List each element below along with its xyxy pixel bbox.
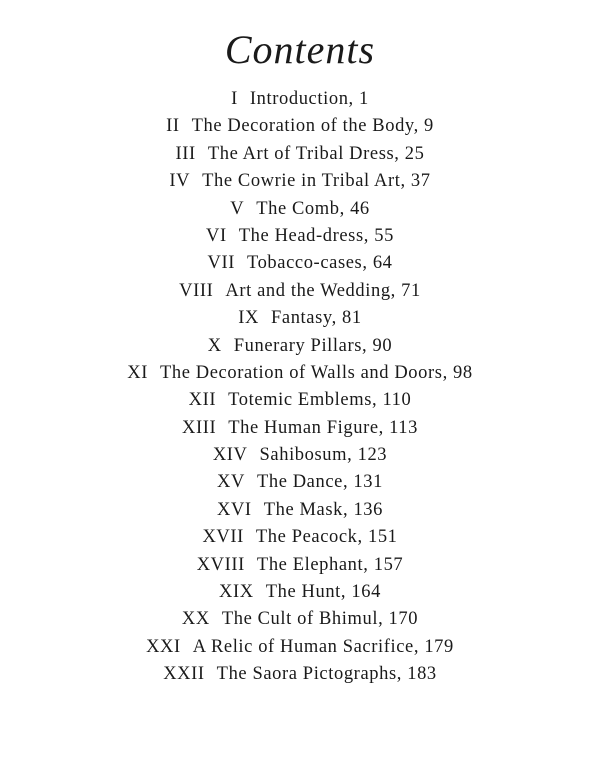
page-number: 64 xyxy=(372,253,393,274)
separator: , xyxy=(400,171,411,192)
toc-entry xyxy=(0,634,600,661)
chapter-title: A Relic of Human Sacrifice xyxy=(192,636,414,657)
separator: , xyxy=(396,664,408,685)
chapter-title: The Decoration of the Body xyxy=(191,116,414,137)
chapter-title: Introduction xyxy=(249,89,349,109)
toc-entry xyxy=(0,113,600,140)
chapter-number: V xyxy=(230,198,245,219)
toc-entry xyxy=(0,86,600,113)
page-number: 110 xyxy=(382,390,412,411)
page-number: 55 xyxy=(374,225,394,246)
chapter-title: Sahibosum xyxy=(259,445,348,466)
toc-entry xyxy=(0,333,600,360)
chapter-number: XVIII xyxy=(196,554,245,575)
page-number: 183 xyxy=(407,664,437,685)
separator: , xyxy=(413,116,425,137)
chapter-title: Fantasy xyxy=(271,308,332,329)
separator: , xyxy=(357,527,368,548)
toc-entry xyxy=(0,360,600,387)
page-number: 37 xyxy=(410,171,431,192)
separator: , xyxy=(340,582,352,603)
chapter-number: XXI xyxy=(146,636,181,657)
separator: , xyxy=(363,554,374,575)
toc-entry xyxy=(0,141,600,168)
toc-entry xyxy=(0,250,600,277)
chapter-title: The Head-dress xyxy=(238,225,364,246)
toc-entry xyxy=(0,552,600,579)
chapter-title: The Art of Tribal Dress xyxy=(207,143,395,164)
page-number: 1 xyxy=(359,89,369,109)
toc-entry xyxy=(0,168,600,195)
toc-entry xyxy=(0,524,600,551)
chapter-title: The Mask xyxy=(263,499,343,520)
separator: , xyxy=(390,280,402,301)
chapter-number: X xyxy=(207,335,222,356)
chapter-number: XIX xyxy=(219,582,254,603)
separator: , xyxy=(331,308,343,329)
chapter-number: XXII xyxy=(163,664,205,685)
separator: , xyxy=(339,198,351,219)
chapter-number: XV xyxy=(217,472,245,493)
chapter-title: Tobacco-cases xyxy=(246,253,363,274)
page-number: 25 xyxy=(404,143,425,164)
toc-entry xyxy=(0,497,600,524)
toc-entry xyxy=(0,469,600,496)
chapter-number: XVII xyxy=(202,527,244,548)
separator: , xyxy=(413,636,425,657)
page-number: 131 xyxy=(353,472,383,493)
page-title: Contents xyxy=(224,27,376,72)
separator: , xyxy=(347,445,358,466)
toc-entry xyxy=(0,278,600,305)
toc-entry xyxy=(0,661,600,688)
page-number: 90 xyxy=(372,335,393,356)
chapter-number: IV xyxy=(169,171,191,192)
separator: , xyxy=(394,143,405,164)
toc-entry xyxy=(0,442,600,469)
toc-entry xyxy=(0,579,600,606)
separator: , xyxy=(362,253,373,274)
chapter-title: The Decoration of Walls and Doors xyxy=(160,362,443,383)
separator: , xyxy=(342,499,354,520)
chapter-number: XI xyxy=(127,362,148,383)
separator: , xyxy=(348,89,359,109)
chapter-title: The Cult of Bhimul xyxy=(221,609,379,630)
chapter-number: XIII xyxy=(182,417,217,438)
page-number: 170 xyxy=(388,609,419,630)
separator: , xyxy=(363,225,375,246)
separator: , xyxy=(378,417,390,438)
chapter-number: XVI xyxy=(217,499,252,520)
chapter-title: The Saora Pictographs xyxy=(216,664,397,685)
separator: , xyxy=(378,609,389,630)
page-number: 136 xyxy=(353,499,383,520)
separator: , xyxy=(342,472,354,493)
chapter-number: XIV xyxy=(212,445,248,466)
separator: , xyxy=(442,362,454,383)
chapter-number: VIII xyxy=(179,280,214,301)
toc-entry xyxy=(0,415,600,442)
chapter-number: VI xyxy=(206,225,227,246)
page-number: 157 xyxy=(373,554,404,575)
chapter-title: The Hunt xyxy=(265,582,341,603)
chapter-title: Funerary Pillars xyxy=(233,335,363,356)
page-number: 81 xyxy=(342,308,362,329)
chapter-title: The Comb xyxy=(256,198,340,219)
page-number: 113 xyxy=(389,417,418,438)
chapter-title: Art and the Wedding xyxy=(225,280,391,301)
chapter-number: XX xyxy=(181,609,210,630)
page-number: 123 xyxy=(357,445,388,466)
chapter-title: The Dance xyxy=(256,472,343,493)
chapter-number: IX xyxy=(238,308,259,329)
chapter-number: II xyxy=(166,116,180,137)
chapter-title: The Peacock xyxy=(255,527,358,548)
separator: , xyxy=(372,390,383,411)
page-number: 9 xyxy=(424,116,434,137)
page-number: 179 xyxy=(424,636,454,657)
chapter-number: I xyxy=(231,89,238,109)
chapter-title: The Elephant xyxy=(256,554,364,575)
chapter-number: XII xyxy=(188,390,217,411)
table-of-contents xyxy=(0,86,600,689)
chapter-title: The Human Figure xyxy=(228,417,379,438)
separator: , xyxy=(362,335,373,356)
chapter-number: VII xyxy=(207,253,235,274)
toc-entry xyxy=(0,387,600,414)
toc-entry xyxy=(0,606,600,633)
toc-entry xyxy=(0,223,600,250)
page-number: 98 xyxy=(453,362,473,383)
chapter-title: Totemic Emblems xyxy=(228,390,372,411)
page-number: 46 xyxy=(350,198,370,219)
chapter-number: III xyxy=(175,143,196,164)
page-number: 151 xyxy=(367,527,398,548)
page-number: 164 xyxy=(351,582,381,603)
toc-entry xyxy=(0,305,600,332)
toc-entry xyxy=(0,196,600,223)
page-number: 71 xyxy=(401,280,421,301)
chapter-title: The Cowrie in Tribal Art xyxy=(202,171,401,192)
